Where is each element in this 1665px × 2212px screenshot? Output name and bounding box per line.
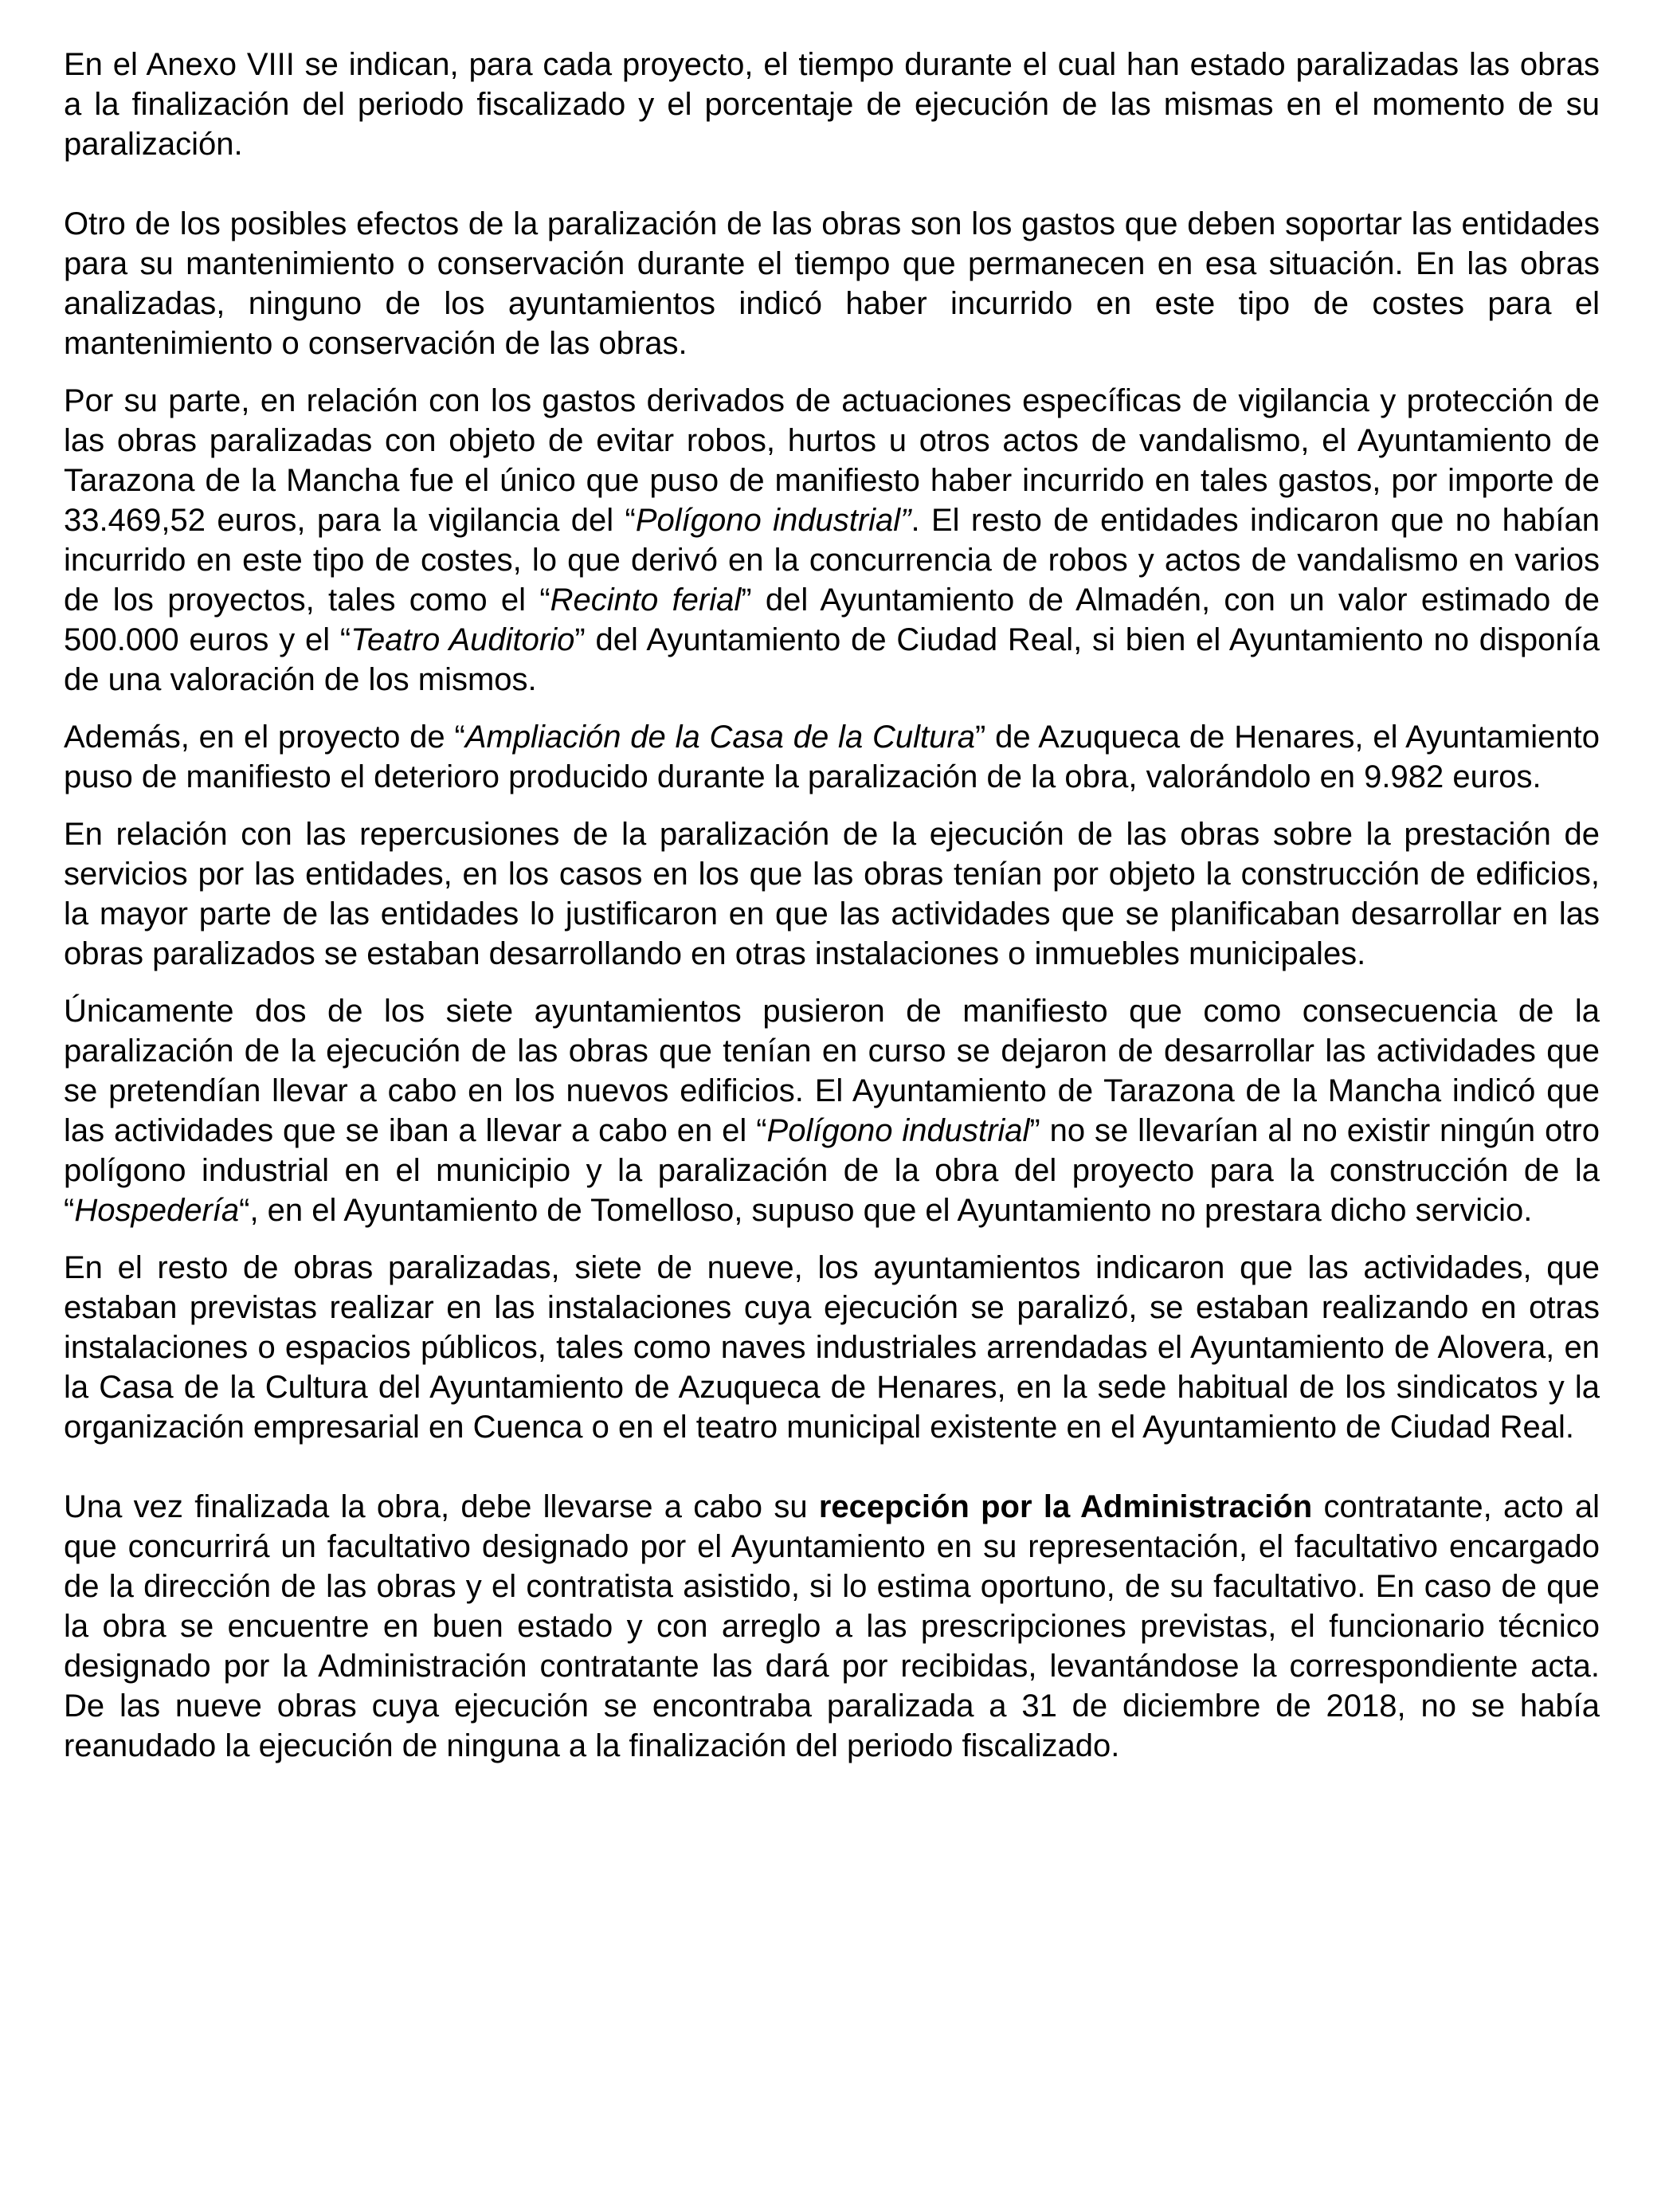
- paragraph-vigilancia: [64, 381, 1600, 700]
- italic-project-name: Recinto ferial: [550, 582, 742, 618]
- italic-project-name: Ampliación de la Casa de la Cultura: [464, 720, 975, 755]
- italic-project-name: Polígono industrial: [766, 1113, 1030, 1148]
- text-span: ” del Ayuntamiento de Ciudad Real, si bien el Ayuntamiento no disponía de una valoración de los mismos.: [64, 622, 1600, 697]
- paragraph-repercusiones: En relación con las repercusiones de la paralización de la ejecución de las obras sobre la prestación de servicios por las entidades, en los casos en los que las obras tenían por objeto la construcción de edificios, la mayor parte de las entidades lo justificaron en que las actividades que se planificaban desarrollar en las obras paralizados se estaban desarrollando en otras instalaciones o inmuebles municipales.: [64, 817, 1600, 971]
- text-span: Por su parte, en relación con los gastos derivados de actuaciones específicas de vigilancia y protección de las obras paralizadas con objeto de evitar robos, hurtos u otros actos de vandalismo, el Ayuntamiento de Tarazona de la Mancha fue el único que puso de manifiesto haber incurrido en tales gastos, por importe de 33.469,52 euros, para la vigilancia del “: [64, 383, 1600, 538]
- paragraph-recepcion: [64, 1487, 1600, 1766]
- document-page: [64, 45, 1600, 1766]
- text-span: Además, en el proyecto de “: [64, 720, 465, 755]
- text-span: ” de Azuqueca de Henares, el Ayuntamiento puso de manifiesto el deterioro producido durante la paralización de la obra, valorándolo en 9.982 euros.: [64, 720, 1600, 794]
- paragraph-ayuntamientos: [64, 991, 1600, 1230]
- paragraph-azuqueca: [64, 717, 1600, 797]
- text-span: Únicamente dos de los siete ayuntamientos pusieron de manifiesto que como consecuencia de la paralización de la ejecución de las obras que tenían en curso se dejaron de desarrollar las actividades que se pretendían llevar a cabo en los nuevos edificios. El Ayuntamiento de Tarazona de la Mancha indicó que las actividades que se iban a llevar a cabo en el “: [64, 994, 1600, 1148]
- bold-term: recepción por la Administración: [818, 1489, 1313, 1524]
- italic-project-name: Polígono industrial”: [635, 503, 911, 538]
- italic-project-name: Teatro Auditorio: [351, 622, 575, 657]
- text-span: . El resto de entidades indicaron que no habían incurrido en este tipo de costes, lo que derivó en la concurrencia de robos y actos de vandalismo en varios de los proyectos, tales como el “: [64, 503, 1600, 618]
- italic-project-name: Hospedería: [74, 1193, 240, 1228]
- text-span: ” no se llevarían al no existir ningún otro polígono industrial en el municipio y la paralización de la obra del proyecto para la construcción de la “: [64, 1113, 1600, 1228]
- text-span: contratante, acto al que concurrirá un facultativo designado por el Ayuntamiento en su representación, el facultativo encargado de la dirección de las obras y el contratista asistido, si lo estima oportuno, de su facultativo. En caso de que la obra se encuentre en buen estado y con arreglo a las prescripciones previstas, el funcionario técnico designado por la Administración contratante las dará por recibidas, levantándose la correspondiente acta. De las nueve obras cuya ejecución se encontraba paralizada a 31 de diciembre de 2018, no se había reanudado la ejecución de ninguna a la finalización del periodo fiscalizado.: [64, 1489, 1600, 1763]
- text-span: ” del Ayuntamiento de Almadén, con un valor estimado de 500.000 euros y el “: [64, 582, 1600, 657]
- paragraph-resto-obras: En el resto de obras paralizadas, siete de nueve, los ayuntamientos indicaron que las actividades, que estaban previstas realizar en las instalaciones cuya ejecución se paralizó, se estaban realizando en otras instalaciones o espacios públicos, tales como naves industriales arrendadas el Ayuntamiento de Alovera, en la Casa de la Cultura del Ayuntamiento de Azuqueca de Henares, en la sede habitual de los sindicatos y la organización empresarial en Cuenca o en el teatro municipal existente en el Ayuntamiento de Ciudad Real.: [64, 1250, 1600, 1445]
- paragraph-anexo-viii: En el Anexo VIII se indican, para cada proyecto, el tiempo durante el cual han estado paralizadas las obras a la finalización del periodo fiscalizado y el porcentaje de ejecución de las mismas en el momento de su paralización.: [64, 47, 1600, 162]
- text-span: Una vez finalizada la obra, debe llevarse a cabo su: [64, 1489, 819, 1524]
- text-span: “, en el Ayuntamiento de Tomelloso, supuso que el Ayuntamiento no prestara dicho servicio.: [239, 1193, 1533, 1228]
- paragraph-gastos-mantenimiento: Otro de los posibles efectos de la paralización de las obras son los gastos que deben soportar las entidades para su mantenimiento o conservación durante el tiempo que permanecen en esa situación. En las obras analizadas, ninguno de los ayuntamientos indicó haber incurrido en este tipo de costes para el mantenimiento o conservación de las obras.: [64, 206, 1600, 361]
